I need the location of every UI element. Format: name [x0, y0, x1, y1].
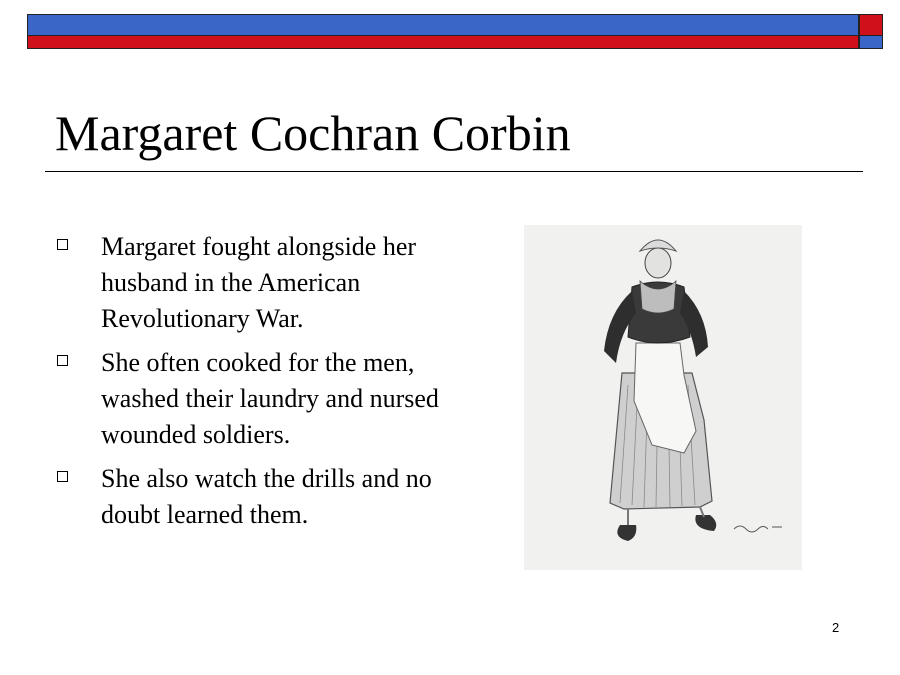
hollow-square-bullet-icon	[57, 471, 68, 482]
blue-corner-square	[859, 36, 883, 49]
red-stripe	[27, 36, 859, 49]
bullet-item	[55, 229, 455, 337]
portrait-illustration	[524, 225, 802, 570]
bullet-text: She also watch the drills and no doubt learned them.	[101, 464, 432, 529]
bullet-item	[55, 345, 455, 453]
bullet-text: She often cooked for the men, washed their laundry and nursed wounded soldiers.	[101, 348, 439, 449]
bullet-list	[55, 229, 455, 541]
page-number: 2	[832, 620, 840, 635]
blue-stripe	[27, 14, 859, 36]
red-corner-square	[859, 14, 883, 36]
woman-figure-drawing	[524, 225, 802, 570]
header-decoration-bar	[27, 14, 883, 50]
hollow-square-bullet-icon	[57, 239, 68, 250]
hollow-square-bullet-icon	[57, 355, 68, 366]
slide-title: Margaret Cochran Corbin	[55, 105, 571, 161]
title-divider	[45, 171, 863, 172]
bullet-item	[55, 461, 455, 533]
bullet-text: Margaret fought alongside her husband in the American Revolutionary War.	[101, 232, 417, 333]
